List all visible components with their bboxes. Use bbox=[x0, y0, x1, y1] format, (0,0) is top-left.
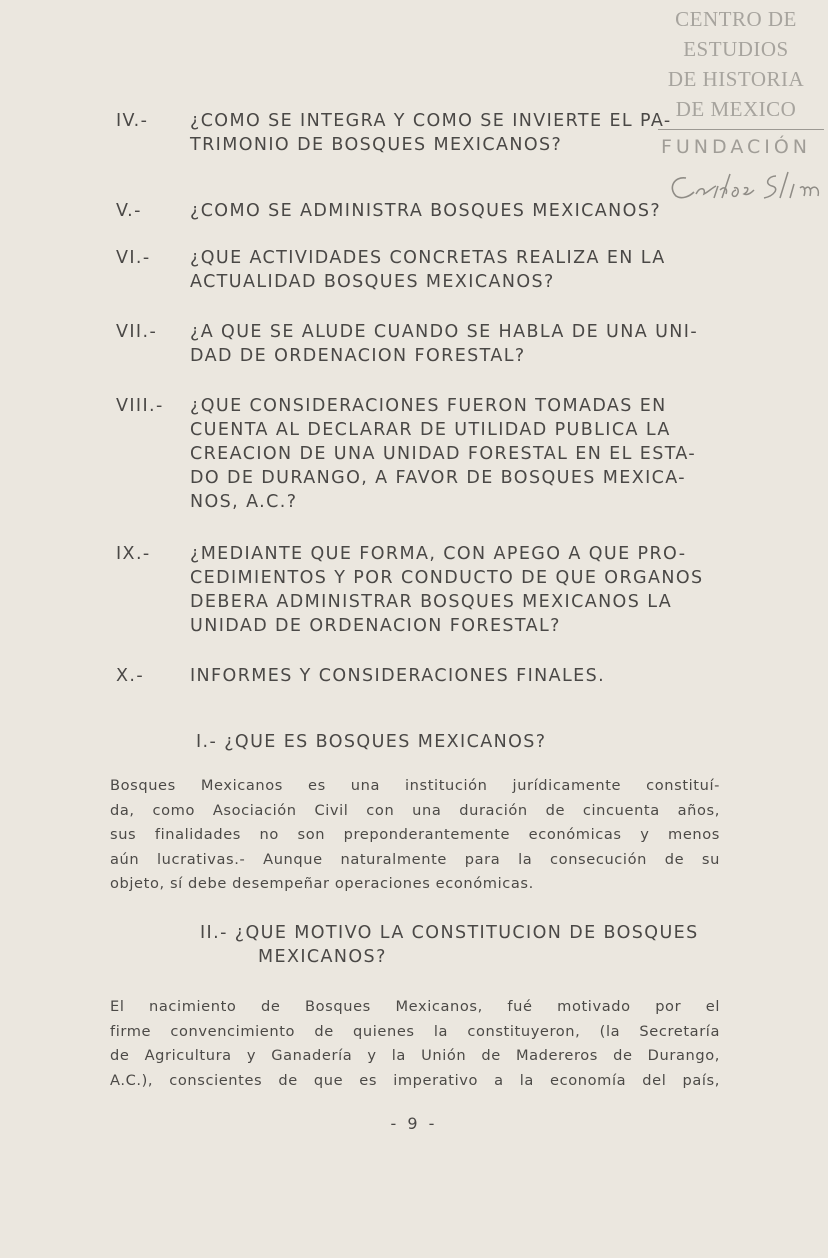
paragraph-line: sus finalidades no son preponderantemente económicas y menos bbox=[110, 826, 720, 843]
question-text bbox=[190, 542, 750, 638]
paragraph-line: objeto, sí debe desempeñar operaciones económicas. bbox=[110, 875, 534, 892]
paragraph-line: Bosques Mexicanos es una institución jurídicamente constituí- bbox=[110, 777, 720, 794]
stamp-line: ESTUDIOS bbox=[683, 37, 789, 61]
question-number: IX.- bbox=[116, 544, 151, 564]
stamp-foundation: FUNDACIÓN bbox=[660, 136, 812, 158]
stamp-line: DE HISTORIA bbox=[667, 67, 805, 91]
question-line: CUENTA AL DECLARAR DE UTILIDAD PUBLICA LA bbox=[190, 420, 671, 440]
question-number: IV.- bbox=[116, 111, 149, 131]
question-number: X.- bbox=[116, 666, 145, 686]
paragraph-line: de Agricultura y Ganadería y la Unión de Madereros de Durango, bbox=[110, 1047, 720, 1064]
section-heading: I.- ¿QUE ES BOSQUES MEXICANOS? bbox=[196, 732, 547, 752]
question-text bbox=[190, 394, 750, 514]
question-line: DAD DE ORDENACION FORESTAL? bbox=[190, 346, 526, 366]
paragraph-line: El nacimiento de Bosques Mexicanos, fué motivado por el bbox=[110, 998, 720, 1015]
question-line: ¿COMO SE INTEGRA Y COMO SE INVIERTE EL PA- bbox=[190, 111, 672, 131]
paragraph-line: aún lucrativas.- Aunque naturalmente para la consecución de su bbox=[110, 850, 720, 868]
question-line: DO DE DURANGO, A FAVOR DE BOSQUES MEXICA- bbox=[190, 468, 686, 488]
question-line: ¿COMO SE ADMINISTRA BOSQUES MEXICANOS? bbox=[190, 201, 662, 221]
question-text bbox=[190, 320, 750, 368]
question-number: VI.- bbox=[116, 248, 151, 268]
question-line: CEDIMIENTOS Y POR CONDUCTO DE QUE ORGANOS bbox=[190, 568, 704, 588]
paragraph-line: A.C.), conscientes de que es imperativo a la economía del país, bbox=[110, 1071, 720, 1089]
question-line: UNIDAD DE ORDENACION FORESTAL? bbox=[190, 616, 561, 636]
section-heading bbox=[200, 921, 699, 969]
heading-line: II.- ¿QUE MOTIVO LA CONSTITUCION DE BOSQUES bbox=[200, 923, 699, 943]
question-number: VIII.- bbox=[116, 396, 164, 416]
question-text bbox=[190, 664, 750, 688]
section-paragraph bbox=[110, 774, 720, 897]
question-line: DEBERA ADMINISTRAR BOSQUES MEXICANOS LA bbox=[190, 592, 673, 612]
question-line: NOS, A.C.? bbox=[190, 492, 298, 512]
question-number: VII.- bbox=[116, 322, 158, 342]
question-line: ¿QUE ACTIVIDADES CONCRETAS REALIZA EN LA bbox=[190, 248, 666, 268]
stamp-line: DE MEXICO bbox=[675, 97, 797, 121]
section-paragraph bbox=[110, 995, 720, 1093]
paragraph-line: firme convencimiento de quienes la constituyeron, (la Secretaría bbox=[110, 1022, 720, 1040]
question-line: CREACION DE UNA UNIDAD FORESTAL EN EL ESTA- bbox=[190, 444, 697, 464]
question-line: ¿A QUE SE ALUDE CUANDO SE HABLA DE UNA UNI- bbox=[190, 322, 699, 342]
stamp-line: CENTRO DE bbox=[675, 7, 797, 31]
question-line: ¿MEDIANTE QUE FORMA, CON APEGO A QUE PRO- bbox=[190, 544, 687, 564]
question-text bbox=[190, 109, 750, 157]
question-line: TRIMONIO DE BOSQUES MEXICANOS? bbox=[190, 135, 563, 155]
question-number: V.- bbox=[116, 201, 142, 221]
question-line: ACTUALIDAD BOSQUES MEXICANOS? bbox=[190, 272, 555, 292]
question-line: ¿QUE CONSIDERACIONES FUERON TOMADAS EN bbox=[190, 396, 667, 416]
question-text bbox=[190, 246, 750, 294]
paragraph-line: da, como Asociación Civil con una duración de cincuenta años, bbox=[110, 801, 720, 819]
question-line: INFORMES Y CONSIDERACIONES FINALES. bbox=[190, 666, 606, 686]
page-number: - 9 - bbox=[390, 1114, 438, 1133]
question-text bbox=[190, 199, 750, 223]
heading-line: MEXICANOS? bbox=[258, 947, 387, 967]
